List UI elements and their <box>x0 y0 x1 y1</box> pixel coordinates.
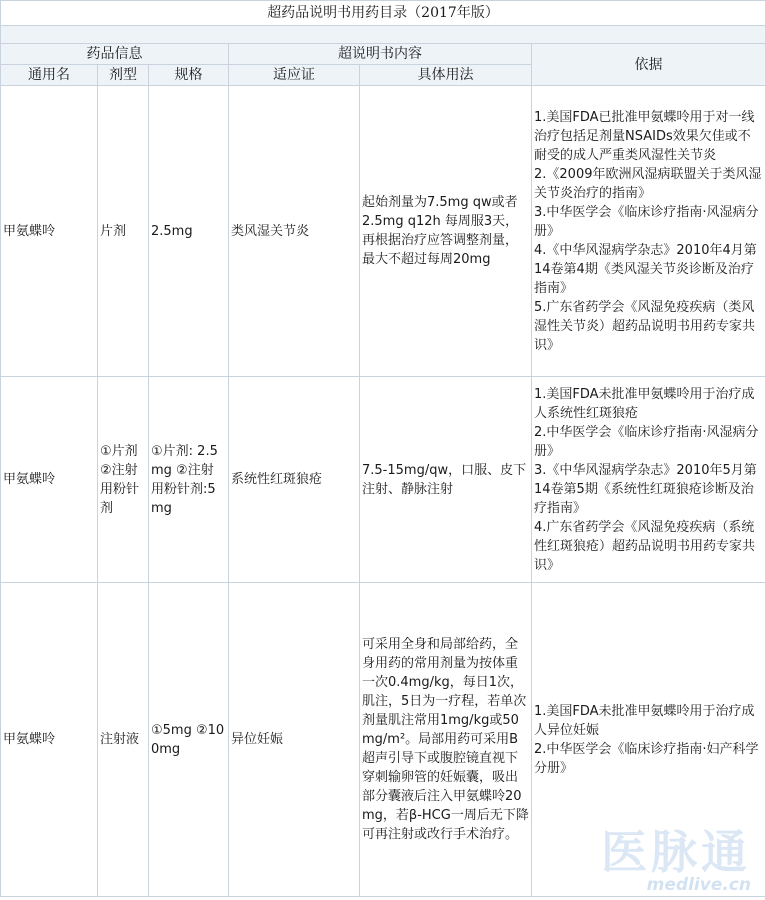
cell-basis <box>532 86 765 377</box>
basis-item: 1.美国FDA未批准甲氨蝶呤用于治疗成人异位妊娠 <box>534 703 755 738</box>
cell-name: 甲氨蝶呤 <box>1 377 98 583</box>
spacer-row <box>1 26 765 44</box>
page-title: 超药品说明书用药目录（2017年版） <box>1 1 765 26</box>
watermark-url: medlive.cn <box>646 875 751 895</box>
basis-item: 2.《2009年欧洲风湿病联盟关于类风湿关节炎治疗的指南》 <box>534 166 762 201</box>
cell-name: 甲氨蝶呤 <box>1 583 98 897</box>
header-basis: 依据 <box>532 44 765 86</box>
header-dosage-form: 剂型 <box>98 65 149 86</box>
cell-indication: 系统性红斑狼疮 <box>229 377 360 583</box>
cell-spec: 2.5mg <box>149 86 229 377</box>
basis-item: 3.《中华风湿病学杂志》2010年5月第14卷第5期《系统性红斑狼疮诊断及治疗指南》 <box>534 462 757 516</box>
cell-form: 片剂 <box>98 86 149 377</box>
cell-usage: 可采用全身和局部给药，全身用药的常用剂量为按体重一次0.4mg/kg，每日1次，肌注，5日为一疗程，若单次剂量肌注常用1mg/kg或50mg/m²。局部用药可采用B超声引导下或腹腔镜直视下穿刺输卵管的妊娠囊，吸出部分囊液后注入甲氨蝶呤20mg，若β-HCG一周后无下降可再注射或改行手术治疗。 <box>360 583 532 897</box>
header-group-row <box>1 44 765 65</box>
basis-item: 1.美国FDA未批准甲氨蝶呤用于治疗成人系统性红斑狼疮 <box>534 386 755 421</box>
title-row <box>1 1 765 26</box>
header-indication: 适应证 <box>229 65 360 86</box>
cell-form: 注射液 <box>98 583 149 897</box>
cell-usage: 起始剂量为7.5mg qw或者2.5mg q12h 每周服3天，再根据治疗应答调整剂量，最大不超过每周20mg <box>360 86 532 377</box>
cell-indication: 异位妊娠 <box>229 583 360 897</box>
basis-item: 3.中华医学会《临床诊疗指南·风湿病分册》 <box>534 204 759 239</box>
table-row <box>1 583 765 897</box>
basis-item: 5.广东省药学会《风湿免疫疾病（类风湿性关节炎）超药品说明书用药专家共识》 <box>534 299 756 353</box>
watermark-logo-text: 医脉通 <box>601 825 751 879</box>
table-row <box>1 86 765 377</box>
cell-basis <box>532 377 765 583</box>
header-drug-info: 药品信息 <box>1 44 229 65</box>
spacer-cell <box>1 26 765 44</box>
header-off-label: 超说明书内容 <box>229 44 532 65</box>
header-specification: 规格 <box>149 65 229 86</box>
header-generic-name: 通用名 <box>1 65 98 86</box>
cell-name: 甲氨蝶呤 <box>1 86 98 377</box>
basis-item: 1.美国FDA已批准甲氨蝶呤用于对一线治疗包括足剂量NSAIDs效果欠佳或不耐受的成人严重类风湿性关节炎 <box>534 109 755 163</box>
cell-spec: ①片剂: 2.5mg ②注射用粉针剂:5mg <box>149 377 229 583</box>
basis-item: 4.广东省药学会《风湿免疫疾病（系统性红斑狼疮）超药品说明书用药专家共识》 <box>534 519 756 573</box>
cell-form: ①片剂 ②注射用粉针剂 <box>98 377 149 583</box>
basis-item: 2.中华医学会《临床诊疗指南·妇产科学分册》 <box>534 741 759 776</box>
table-row <box>1 377 765 583</box>
basis-item: 4.《中华风湿病学杂志》2010年4月第14卷第4期《类风湿关节炎诊断及治疗指南》 <box>534 242 757 296</box>
cell-usage: 7.5-15mg/qw，口服、皮下注射、静脉注射 <box>360 377 532 583</box>
cell-basis <box>532 583 765 897</box>
cell-spec: ①5mg ②100mg <box>149 583 229 897</box>
header-usage: 具体用法 <box>360 65 532 86</box>
cell-indication: 类风湿关节炎 <box>229 86 360 377</box>
basis-item: 2.中华医学会《临床诊疗指南·风湿病分册》 <box>534 424 759 459</box>
